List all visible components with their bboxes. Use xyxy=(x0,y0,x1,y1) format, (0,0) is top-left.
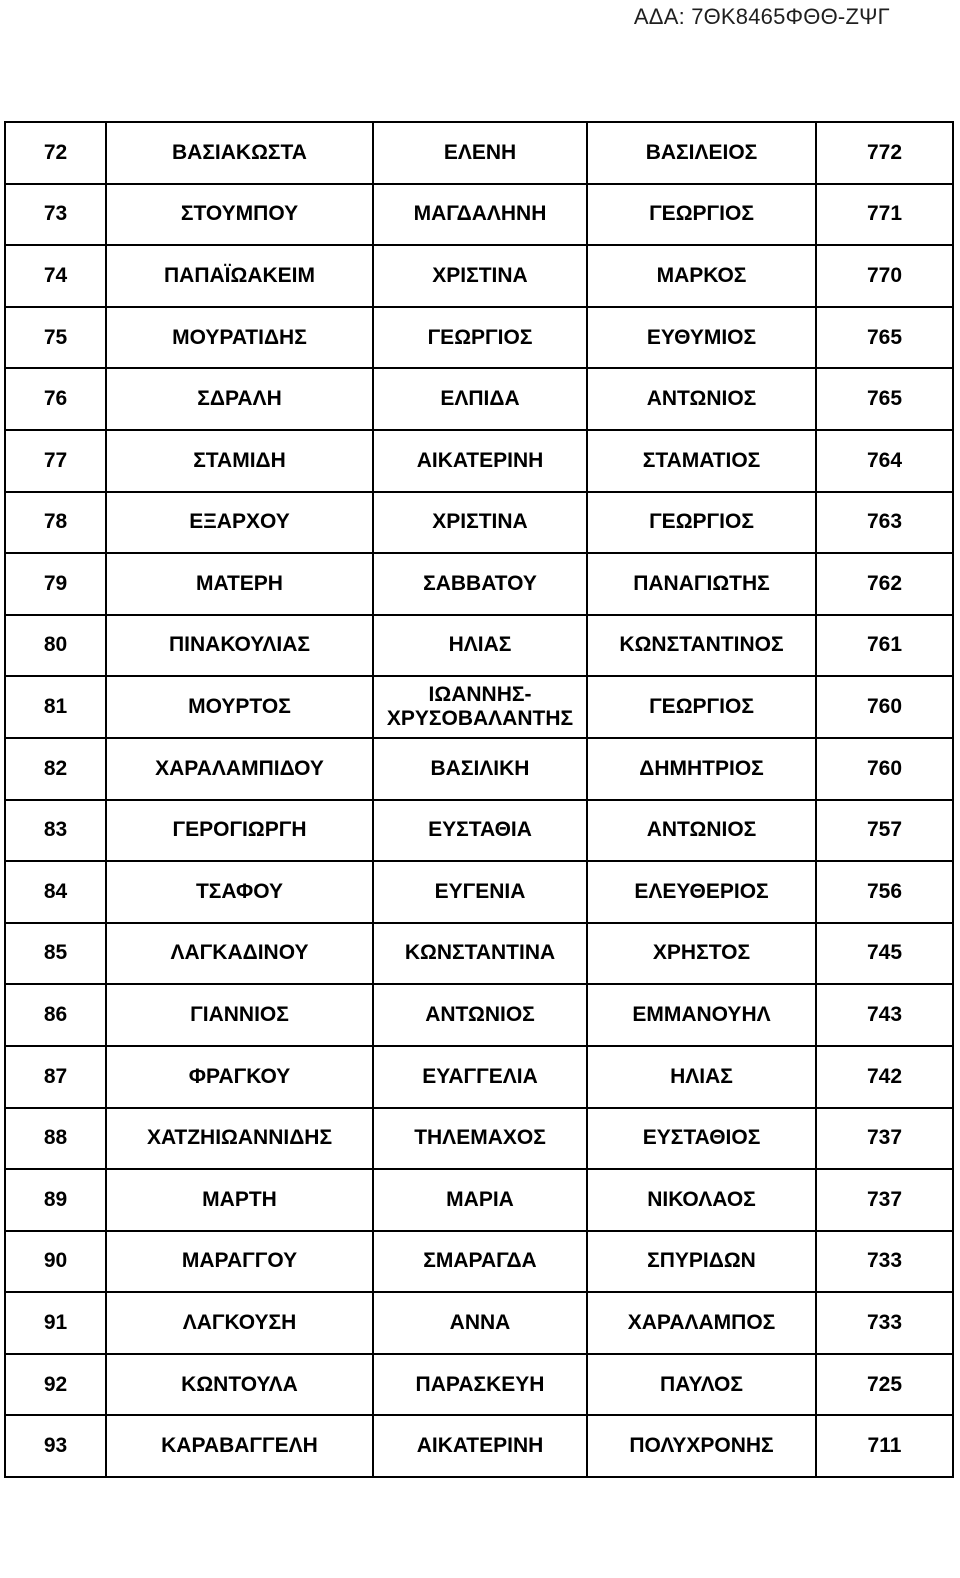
score-cell: 757 xyxy=(816,800,953,862)
father-name-cell: ΠΟΛΥΧΡΟΝΗΣ xyxy=(587,1415,816,1477)
row-number-cell: 81 xyxy=(5,676,106,738)
father-name-cell: ΜΑΡΚΟΣ xyxy=(587,245,816,307)
score-cell: 761 xyxy=(816,615,953,677)
surname-cell: ΚΑΡΑΒΑΓΓΕΛΗ xyxy=(106,1415,373,1477)
row-number-cell: 89 xyxy=(5,1169,106,1231)
score-cell: 733 xyxy=(816,1231,953,1293)
father-name-cell: ΣΤΑΜΑΤΙΟΣ xyxy=(587,430,816,492)
surname-cell: ΦΡΑΓΚΟΥ xyxy=(106,1046,373,1108)
row-number-cell: 84 xyxy=(5,861,106,923)
row-number-cell: 86 xyxy=(5,984,106,1046)
score-cell: 760 xyxy=(816,738,953,800)
row-number-cell: 74 xyxy=(5,245,106,307)
score-cell: 762 xyxy=(816,553,953,615)
table-row xyxy=(5,984,953,1046)
surname-cell: ΓΕΡΟΓΙΩΡΓΗ xyxy=(106,800,373,862)
surname-cell: ΠΙΝΑΚΟΥΛΙΑΣ xyxy=(106,615,373,677)
first-name-cell: ΕΥΑΓΓΕΛΙΑ xyxy=(373,1046,587,1108)
score-cell: 733 xyxy=(816,1292,953,1354)
surname-cell: ΜΑΡΤΗ xyxy=(106,1169,373,1231)
father-name-cell: ΑΝΤΩΝΙΟΣ xyxy=(587,800,816,862)
surname-cell: ΛΑΓΚΟΥΣΗ xyxy=(106,1292,373,1354)
surname-cell: ΠΑΠΑΪΩΑΚΕΙΜ xyxy=(106,245,373,307)
surname-cell: ΕΞΑΡΧΟΥ xyxy=(106,492,373,554)
row-number-cell: 79 xyxy=(5,553,106,615)
surname-cell: ΜΑΤΕΡΗ xyxy=(106,553,373,615)
score-cell: 771 xyxy=(816,184,953,246)
table-row xyxy=(5,430,953,492)
score-cell: 770 xyxy=(816,245,953,307)
score-cell: 765 xyxy=(816,368,953,430)
surname-cell: ΛΑΓΚΑΔΙΝΟΥ xyxy=(106,923,373,985)
first-name-cell: ΑΙΚΑΤΕΡΙΝΗ xyxy=(373,430,587,492)
surname-cell: ΜΟΥΡΑΤΙΔΗΣ xyxy=(106,307,373,369)
table-row xyxy=(5,861,953,923)
surname-cell: ΣΤΟΥΜΠΟΥ xyxy=(106,184,373,246)
row-number-cell: 75 xyxy=(5,307,106,369)
first-name-cell: ΗΛΙΑΣ xyxy=(373,615,587,677)
first-name-cell: ΑΝΝΑ xyxy=(373,1292,587,1354)
ada-identifier: ΑΔΑ: 7ΘΚ8465ΦΘΘ-ΖΨΓ xyxy=(633,4,890,29)
father-name-cell: ΑΝΤΩΝΙΟΣ xyxy=(587,368,816,430)
first-name-cell: ΕΛΕΝΗ xyxy=(373,122,587,184)
row-number-cell: 92 xyxy=(5,1354,106,1416)
first-name-cell: ΣΑΒΒΑΤΟΥ xyxy=(373,553,587,615)
first-name-cell: ΕΥΣΤΑΘΙΑ xyxy=(373,800,587,862)
score-cell: 737 xyxy=(816,1169,953,1231)
first-name-cell: ΕΥΓΕΝΙΑ xyxy=(373,861,587,923)
table-row xyxy=(5,923,953,985)
father-name-cell: ΕΥΣΤΑΘΙΟΣ xyxy=(587,1108,816,1170)
score-cell: 737 xyxy=(816,1108,953,1170)
table-row xyxy=(5,368,953,430)
table-row xyxy=(5,800,953,862)
father-name-cell: ΠΑΥΛΟΣ xyxy=(587,1354,816,1416)
score-cell: 772 xyxy=(816,122,953,184)
father-name-cell: ΓΕΩΡΓΙΟΣ xyxy=(587,184,816,246)
surname-cell: ΚΩΝΤΟΥΛΑ xyxy=(106,1354,373,1416)
row-number-cell: 72 xyxy=(5,122,106,184)
table-row xyxy=(5,1231,953,1293)
first-name-cell: ΑΙΚΑΤΕΡΙΝΗ xyxy=(373,1415,587,1477)
father-name-cell: ΧΑΡΑΛΑΜΠΟΣ xyxy=(587,1292,816,1354)
father-name-cell: ΚΩΝΣΤΑΝΤΙΝΟΣ xyxy=(587,615,816,677)
first-name-cell: ΓΕΩΡΓΙΟΣ xyxy=(373,307,587,369)
table-row xyxy=(5,1046,953,1108)
score-cell: 743 xyxy=(816,984,953,1046)
first-name-cell: ΕΛΠΙΔΑ xyxy=(373,368,587,430)
row-number-cell: 91 xyxy=(5,1292,106,1354)
father-name-cell: ΕΥΘΥΜΙΟΣ xyxy=(587,307,816,369)
score-cell: 745 xyxy=(816,923,953,985)
father-name-cell: ΕΜΜΑΝΟΥΗΛ xyxy=(587,984,816,1046)
first-name-cell: ΒΑΣΙΛΙΚΗ xyxy=(373,738,587,800)
first-name-cell: ΑΝΤΩΝΙΟΣ xyxy=(373,984,587,1046)
first-name-cell: ΚΩΝΣΤΑΝΤΙΝΑ xyxy=(373,923,587,985)
row-number-cell: 80 xyxy=(5,615,106,677)
score-cell: 756 xyxy=(816,861,953,923)
first-name-cell: ΜΑΡΙΑ xyxy=(373,1169,587,1231)
score-cell: 764 xyxy=(816,430,953,492)
score-cell: 725 xyxy=(816,1354,953,1416)
first-name-cell: ΣΜΑΡΑΓΔΑ xyxy=(373,1231,587,1293)
first-name-cell: ΠΑΡΑΣΚΕΥΗ xyxy=(373,1354,587,1416)
table-row xyxy=(5,676,953,738)
score-cell: 760 xyxy=(816,676,953,738)
table-row xyxy=(5,122,953,184)
first-name-cell: ΤΗΛΕΜΑΧΟΣ xyxy=(373,1108,587,1170)
father-name-cell: ΣΠΥΡΙΔΩΝ xyxy=(587,1231,816,1293)
table-row xyxy=(5,184,953,246)
row-number-cell: 88 xyxy=(5,1108,106,1170)
results-table xyxy=(4,121,954,1478)
first-name-cell: ΜΑΓΔΑΛΗΝΗ xyxy=(373,184,587,246)
table-row xyxy=(5,1108,953,1170)
surname-cell: ΒΑΣΙΑΚΩΣΤΑ xyxy=(106,122,373,184)
table-row xyxy=(5,1169,953,1231)
table-row xyxy=(5,1354,953,1416)
father-name-cell: ΗΛΙΑΣ xyxy=(587,1046,816,1108)
table-row xyxy=(5,492,953,554)
row-number-cell: 93 xyxy=(5,1415,106,1477)
father-name-cell: ΧΡΗΣΤΟΣ xyxy=(587,923,816,985)
row-number-cell: 73 xyxy=(5,184,106,246)
father-name-cell: ΓΕΩΡΓΙΟΣ xyxy=(587,676,816,738)
score-cell: 711 xyxy=(816,1415,953,1477)
score-cell: 742 xyxy=(816,1046,953,1108)
surname-cell: ΜΑΡΑΓΓΟΥ xyxy=(106,1231,373,1293)
table-row xyxy=(5,245,953,307)
results-table-body xyxy=(5,122,953,1477)
row-number-cell: 87 xyxy=(5,1046,106,1108)
table-row xyxy=(5,553,953,615)
surname-cell: ΧΑΤΖΗΙΩΑΝΝΙΔΗΣ xyxy=(106,1108,373,1170)
table-row xyxy=(5,1292,953,1354)
surname-cell: ΣΔΡΑΛΗ xyxy=(106,368,373,430)
table-row xyxy=(5,738,953,800)
row-number-cell: 77 xyxy=(5,430,106,492)
row-number-cell: 76 xyxy=(5,368,106,430)
father-name-cell: ΝΙΚΟΛΑΟΣ xyxy=(587,1169,816,1231)
score-cell: 765 xyxy=(816,307,953,369)
row-number-cell: 82 xyxy=(5,738,106,800)
row-number-cell: 78 xyxy=(5,492,106,554)
row-number-cell: 85 xyxy=(5,923,106,985)
first-name-cell: ΧΡΙΣΤΙΝΑ xyxy=(373,492,587,554)
table-row xyxy=(5,615,953,677)
father-name-cell: ΒΑΣΙΛΕΙΟΣ xyxy=(587,122,816,184)
table-row xyxy=(5,1415,953,1477)
father-name-cell: ΓΕΩΡΓΙΟΣ xyxy=(587,492,816,554)
father-name-cell: ΔΗΜΗΤΡΙΟΣ xyxy=(587,738,816,800)
surname-cell: ΤΣΑΦΟΥ xyxy=(106,861,373,923)
surname-cell: ΜΟΥΡΤΟΣ xyxy=(106,676,373,738)
first-name-cell: ΙΩΑΝΝΗΣ-ΧΡΥΣΟΒΑΛΑΝΤΗΣ xyxy=(373,676,587,738)
father-name-cell: ΕΛΕΥΘΕΡΙΟΣ xyxy=(587,861,816,923)
score-cell: 763 xyxy=(816,492,953,554)
surname-cell: ΧΑΡΑΛΑΜΠΙΔΟΥ xyxy=(106,738,373,800)
father-name-cell: ΠΑΝΑΓΙΩΤΗΣ xyxy=(587,553,816,615)
surname-cell: ΣΤΑΜΙΔΗ xyxy=(106,430,373,492)
table-row xyxy=(5,307,953,369)
surname-cell: ΓΙΑΝΝΙΟΣ xyxy=(106,984,373,1046)
row-number-cell: 83 xyxy=(5,800,106,862)
first-name-cell: ΧΡΙΣΤΙΝΑ xyxy=(373,245,587,307)
row-number-cell: 90 xyxy=(5,1231,106,1293)
